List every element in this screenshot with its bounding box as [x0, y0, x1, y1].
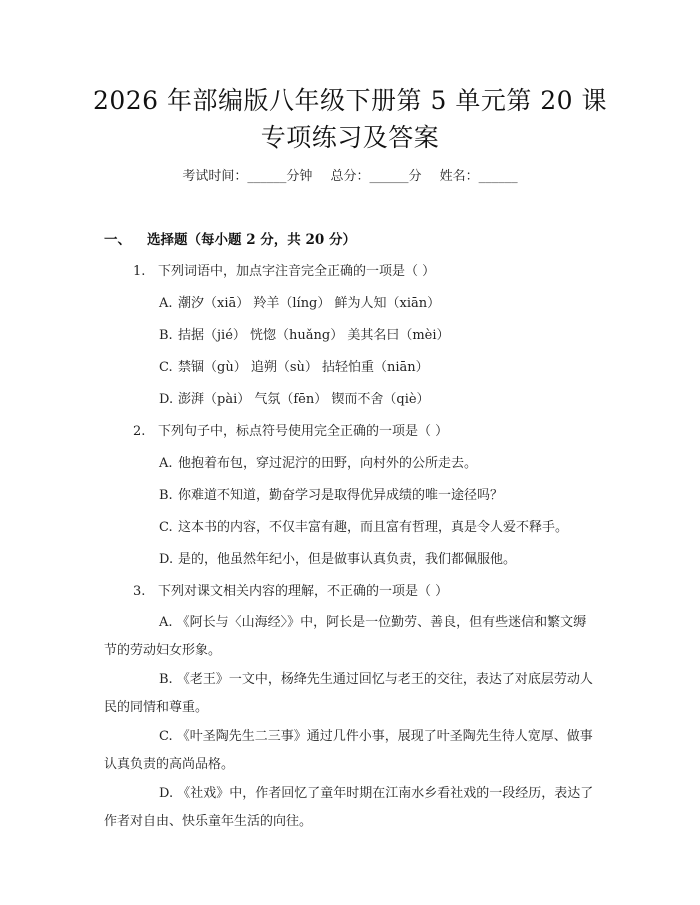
option-text: 潮汐（xiā） 羚羊（líng） 鲜为人知（xiān） [178, 296, 441, 311]
option-label: C. [159, 729, 173, 744]
question-text: 下列对课文相关内容的理解，不正确的一项是（ ） [158, 584, 449, 599]
exam-time-field: 考试时间：______分钟 [182, 169, 313, 184]
option-text: 《阿长与〈山海经〉》中，阿长是一位勤劳、善良，但有些迷信和繁文缛节的劳动妇女形象。 [104, 615, 587, 658]
option-text: 《老王》一文中，杨绛先生通过回忆与老王的交往，表达了对底层劳动人民的同情和尊重。 [104, 672, 593, 715]
option-label: D. [159, 392, 174, 407]
option-text: 是的，他虽然年纪小，但是做事认真负责，我们都佩服他。 [178, 552, 517, 567]
option-text: 拮据（jié） 恍惚（huǎng） 美其名曰（mèi） [178, 328, 450, 343]
option-text: 澎湃（pài） 气氛（fēn） 锲而不舍（qiè） [178, 392, 430, 407]
q1-option-b [159, 326, 450, 346]
option-label: A. [159, 615, 173, 630]
exam-name-field: 姓名：______ [439, 169, 518, 184]
option-text: 他抱着布包，穿过泥泞的田野，向村外的公所走去。 [178, 456, 478, 471]
section-number: 一、 [104, 232, 131, 248]
option-label: C. [159, 360, 173, 375]
exam-info [0, 167, 700, 187]
q3-option-b [104, 666, 594, 722]
section-title: 选择题（每小题 2 分，共 20 分） [147, 232, 356, 248]
q2-option-d [159, 550, 516, 570]
option-text: 这本书的内容，不仅丰富有趣，而且富有哲理，真是令人爱不释手。 [178, 520, 569, 535]
option-label: B. [159, 672, 173, 687]
option-label: B. [159, 328, 173, 343]
document-title-line2: 专项练习及答案 [260, 123, 440, 152]
option-label: A. [159, 456, 173, 471]
option-text: 《叶圣陶先生二三事》通过几件小事，展现了叶圣陶先生待人宽厚、做事认真负责的高尚品格。 [104, 729, 593, 772]
option-label: B. [159, 488, 173, 503]
q1-option-a [159, 294, 440, 314]
q2-option-c [159, 518, 568, 538]
question-number: 2. [133, 424, 146, 439]
option-text: 禁锢（gù） 追朔（sù） 拈轻怕重（niān） [178, 360, 429, 375]
q1-option-d [159, 390, 430, 410]
question-text: 下列词语中，加点字注音完全正确的一项是（ ） [158, 264, 436, 279]
option-label: C. [159, 520, 173, 535]
question-1 [133, 262, 435, 282]
q2-option-a [159, 454, 477, 474]
option-label: D. [159, 552, 174, 567]
q3-option-a [104, 609, 594, 665]
exam-score-field: 总分：______分 [330, 169, 422, 184]
q3-option-c [104, 723, 594, 779]
question-number: 1. [133, 264, 146, 279]
question-3 [133, 582, 448, 602]
question-number: 3. [133, 584, 146, 599]
option-label: D. [159, 786, 174, 801]
document-title-line1: 2026 年部编版八年级下册第 5 单元第 20 课 [92, 86, 608, 115]
q3-option-d [104, 780, 594, 836]
q2-option-b [159, 486, 503, 506]
option-text: 《社戏》中，作者回忆了童年时期在江南水乡看社戏的一段经历，表达了作者对自由、快乐童年生活的向往。 [104, 786, 594, 829]
section-heading [104, 230, 356, 250]
option-label: A. [159, 296, 173, 311]
question-text: 下列句子中，标点符号使用完全正确的一项是（ ） [158, 424, 449, 439]
option-text: 你难道不知道，勤奋学习是取得优异成绩的唯一途径吗？ [178, 488, 504, 503]
question-2 [133, 422, 448, 442]
q1-option-c [159, 358, 429, 378]
